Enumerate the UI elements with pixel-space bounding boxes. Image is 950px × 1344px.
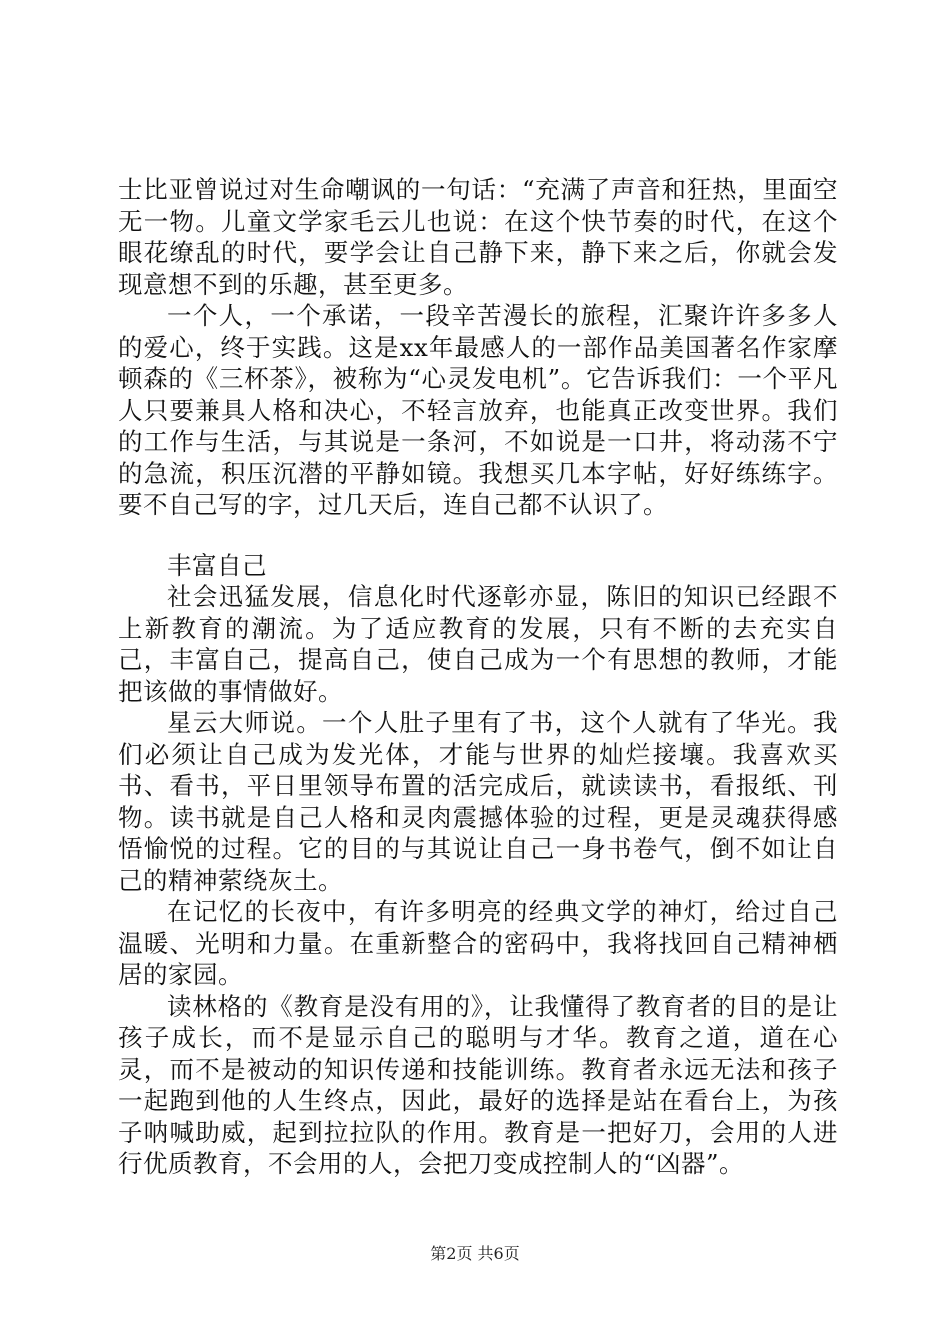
section-heading: 丰富自己 [167, 550, 267, 580]
paragraph: 读林格的《教育是没有用的》，让我懂得了教育者的目的是让孩子成长，而不是显示自己的聪明与才华。教育之道，道在心灵，而不是被动的知识传递和技能训练。教育者永远无法和孩子一起跑到他的人生终点，因此，最好的选择是站在看台上，为孩子呐喊助威，起到拉拉队的作用。教育是一把好刀，会用的人进行优质教育，不会用的人，会把刀变成控制人的“凶器”。 [118, 991, 838, 1178]
paragraph: 社会迅猛发展，信息化时代逐彰亦显，陈旧的知识已经跟不上新教育的潮流。为了适应教育的发展，只有不断的去充实自己，丰富自己，提高自己，使自己成为一个有思想的教师，才能把该做的事情做好。 [118, 582, 838, 706]
paragraph: 一个人，一个承诺，一段辛苦漫长的旅程，汇聚许许多多人的爱心，终于实践。这是xx年最感人的一部作品美国著名作家摩顿森的《三杯茶》，被称为“心灵发电机”。它告诉我们：一个平凡人只要兼具人格和决心，不轻言放弃，也能真正改变世界。我们的工作与生活，与其说是一条河，不如说是一口井，将动荡不宁的急流，积压沉潜的平静如镜。我想买几本字帖，好好练练字。要不自己写的字，过几天后，连自己都不认识了。 [118, 301, 838, 519]
paragraph: 星云大师说。一个人肚子里有了书，这个人就有了华光。我们必须让自己成为发光体，才能与世界的灿烂接壤。我喜欢买书、看书，平日里领导布置的活完成后，就读读书，看报纸、刊物。读书就是自己人格和灵肉震撼体验的过程，更是灵魂获得感悟愉悦的过程。它的目的与其说让自己一身书卷气，倒不如让自己的精神萦绕灰土。 [118, 708, 838, 895]
document-body [118, 174, 838, 1180]
paragraph: 在记忆的长夜中，有许多明亮的经典文学的神灯，给过自己温暖、光明和力量。在重新整合的密码中，我将找回自己精神栖居的家园。 [118, 897, 838, 989]
page-number-footer: 第2页 共6页 [430, 1244, 520, 1263]
paragraph: 士比亚曾说过对生命嘲讽的一句话：“充满了声音和狂热，里面空无一物。儿童文学家毛云儿也说：在这个快节奏的时代，在这个眼花缭乱的时代，要学会让自己静下来，静下来之后，你就会发现意想不到的乐趣，甚至更多。 [118, 175, 838, 299]
section-gap [118, 521, 838, 550]
